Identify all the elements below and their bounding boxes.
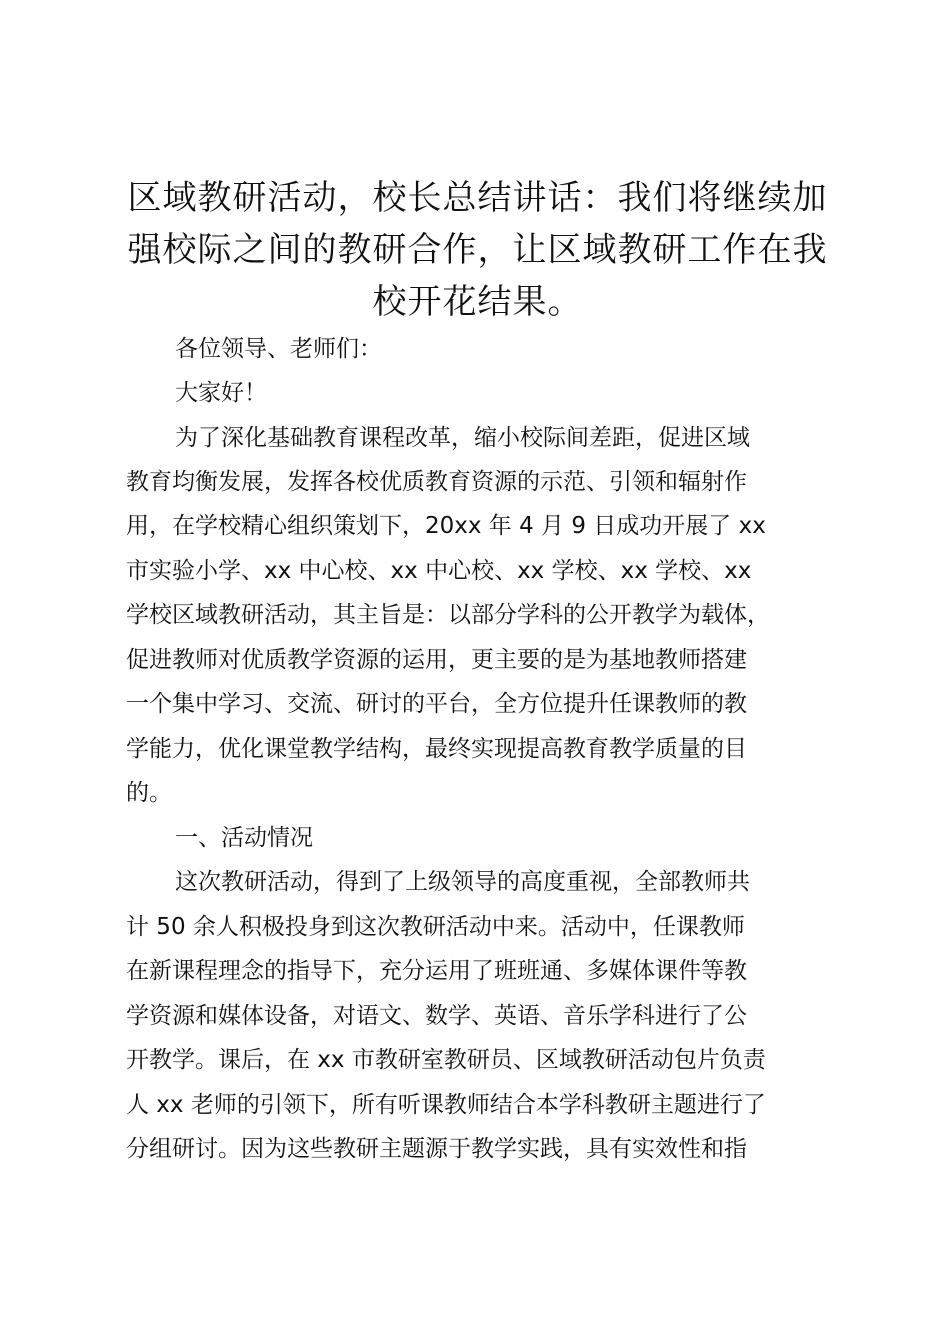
paragraph-line: 分组研讨。因为这些教研主题源于教学实践，具有实效性和指 [126,1136,747,1162]
paragraph-line: 教育均衡发展，发挥各校优质教育资源的示范、引领和辐射作 [126,469,747,495]
paragraph-line: 计 50 余人积极投身到这次教研活动中来。活动中，任课教师 [126,914,745,940]
salutation: 各位领导、老师们： [175,336,382,362]
paragraph-line: 学能力，优化课堂教学结构，最终实现提高教育教学质量的目 [126,736,747,762]
greeting: 大家好！ [175,380,267,406]
paragraph-line: 一个集中学习、交流、研讨的平台，全方位提升任课教师的教 [126,691,747,717]
paragraph-line: 为了深化基础教育课程改革，缩小校际间差距，促进区域 [175,425,750,451]
paragraph-line: 促进教师对优质教学资源的运用，更主要的是为基地教师搭建 [126,647,747,673]
paragraph-line: 的。 [126,780,172,806]
section-heading: 一、活动情况 [175,825,313,851]
document-title: 区域教研活动，校长总结讲话：我们将继续加强校际之间的教研合作，让区域教研工作在我校开花结果。 [127,178,828,322]
paragraph-line: 人 xx 老师的引领下，所有听课教师结合本学科教研主题进行了 [126,1092,766,1118]
paragraph-line: 这次教研活动，得到了上级领导的高度重视，全部教师共 [175,869,750,895]
paragraph-line: 开教学。课后，在 xx 市教研室教研员、区域教研活动包片负责 [126,1047,766,1073]
paragraph-line: 在新课程理念的指导下，充分运用了班班通、多媒体课件等教 [126,958,747,984]
paragraph-line: 学校区域教研活动，其主旨是：以部分学科的公开教学为载体， [126,602,770,628]
paragraph-line: 用，在学校精心组织策划下，20xx 年 4 月 9 日成功开展了 xx [126,513,766,539]
paragraph-line: 市实验小学、xx 中心校、xx 中心校、xx 学校、xx 学校、xx [126,558,752,584]
paragraph-line: 学资源和媒体设备，对语文、数学、英语、音乐学科进行了公 [126,1003,747,1029]
